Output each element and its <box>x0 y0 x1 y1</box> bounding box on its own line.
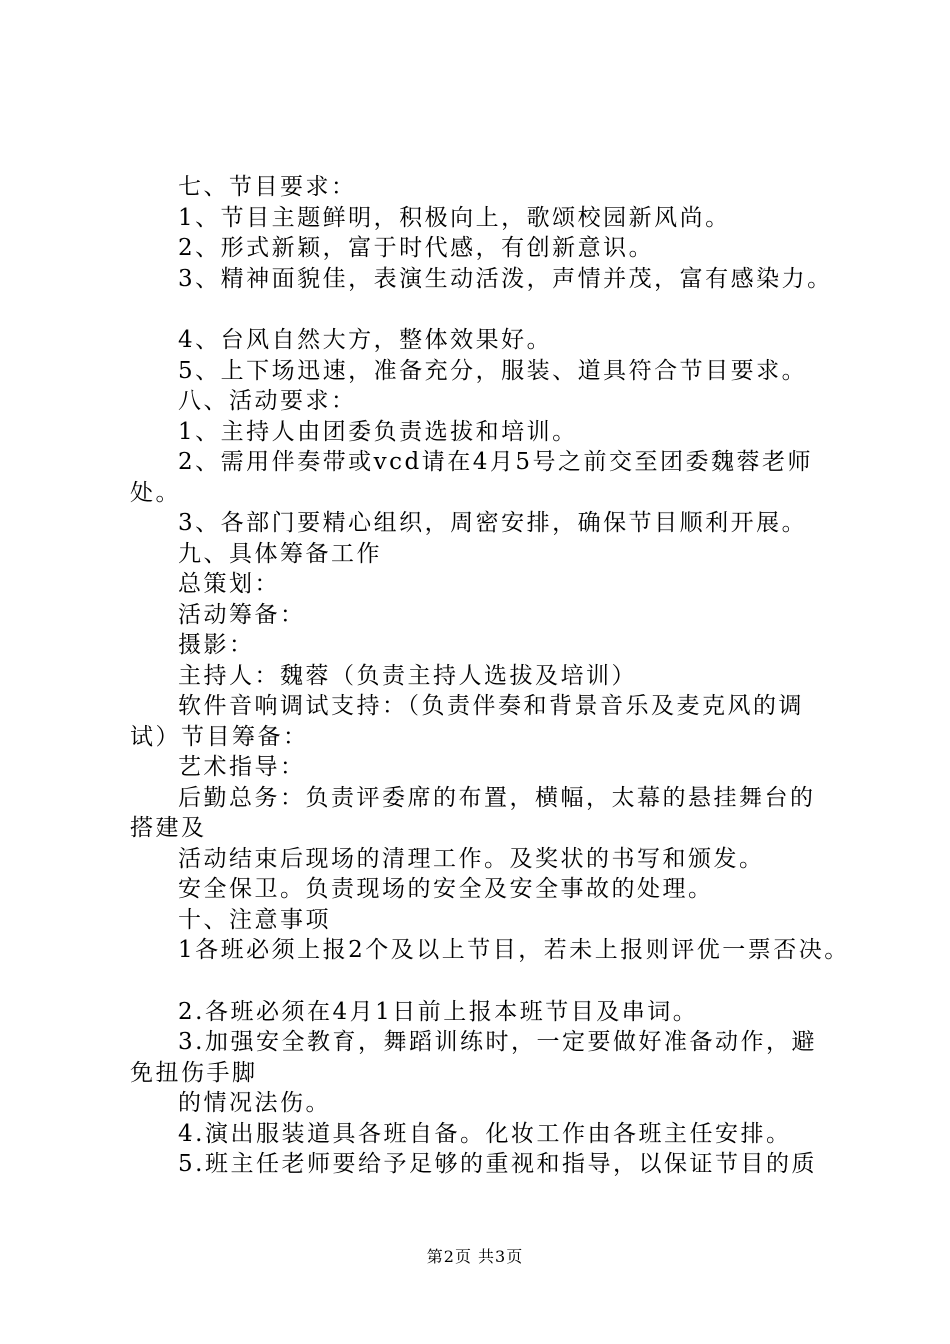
document-body <box>130 172 850 1180</box>
text-line: 摄影： <box>178 632 255 658</box>
text-line-wrap: 免扭伤手脚 <box>130 1059 258 1086</box>
text-line: 主持人：魏蓉（负责主持人选拔及培训） <box>178 662 637 689</box>
section-heading-10: 十、注意事项 <box>178 906 331 933</box>
text-line: 3.加强安全教育，舞蹈训练时，一定要做好准备动作，避 <box>178 1029 817 1055</box>
section-heading-9: 九、具体筹备工作 <box>178 540 382 567</box>
paragraph-gap <box>130 294 840 325</box>
text-line: 2、需用伴奏带或vcd请在4月5号之前交至团委魏蓉老师 <box>178 449 813 475</box>
text-line-wrap: 试）节目筹备： <box>130 723 309 750</box>
text-line: 5、上下场迅速，准备充分，服装、道具符合节目要求。 <box>178 357 808 384</box>
text-line: 活动筹备： <box>178 601 306 628</box>
text-line-wrap: 搭建及 <box>130 815 207 841</box>
text-line: 1各班必须上报2个及以上节目，若未上报则评优一票否决。 <box>178 937 850 963</box>
text-line: 3、精神面貌佳，表演生动活泼，声情并茂，富有感染力。 <box>178 265 833 292</box>
text-line: 安全保卫。负责现场的安全及安全事故的处理。 <box>178 876 714 902</box>
text-line: 活动结束后现场的清理工作。及奖状的书写和颁发。 <box>178 845 765 872</box>
section-heading-8: 八、活动要求： <box>178 388 357 414</box>
text-line: 软件音响调试支持：（负责伴奏和背景音乐及麦克风的调 <box>178 693 804 719</box>
section-heading-7: 七、节目要求： <box>178 174 357 200</box>
text-line: 1、节目主题鲜明，积极向上，歌颂校园新风尚。 <box>178 204 731 231</box>
text-line: 5.班主任老师要给予足够的重视和指导，以保证节目的质 <box>178 1151 817 1177</box>
text-line-wrap: 处。 <box>130 479 181 506</box>
text-line: 3、各部门要精心组织，周密安排，确保节目顺利开展。 <box>178 510 808 536</box>
paragraph-gap <box>130 966 840 997</box>
text-line: 4.演出服装道具各班自备。化妆工作由各班主任安排。 <box>178 1120 792 1147</box>
text-line: 1、主持人由团委负责选拔和培训。 <box>178 418 578 445</box>
text-line: 2.各班必须在4月1日前上报本班节目及串词。 <box>178 998 699 1025</box>
text-line: 2、形式新颖，富于时代感，有创新意识。 <box>178 235 655 261</box>
text-line: 后勤总务：负责评委席的布置，横幅，太幕的悬挂舞台的 <box>178 784 816 811</box>
page-footer: 第2页 共3页 <box>426 1247 524 1266</box>
text-line: 总策划： <box>178 571 280 597</box>
text-line: 艺术指导： <box>178 754 306 780</box>
text-line: 的情况法伤。 <box>178 1090 331 1116</box>
text-line: 4、台风自然大方，整体效果好。 <box>178 327 553 353</box>
